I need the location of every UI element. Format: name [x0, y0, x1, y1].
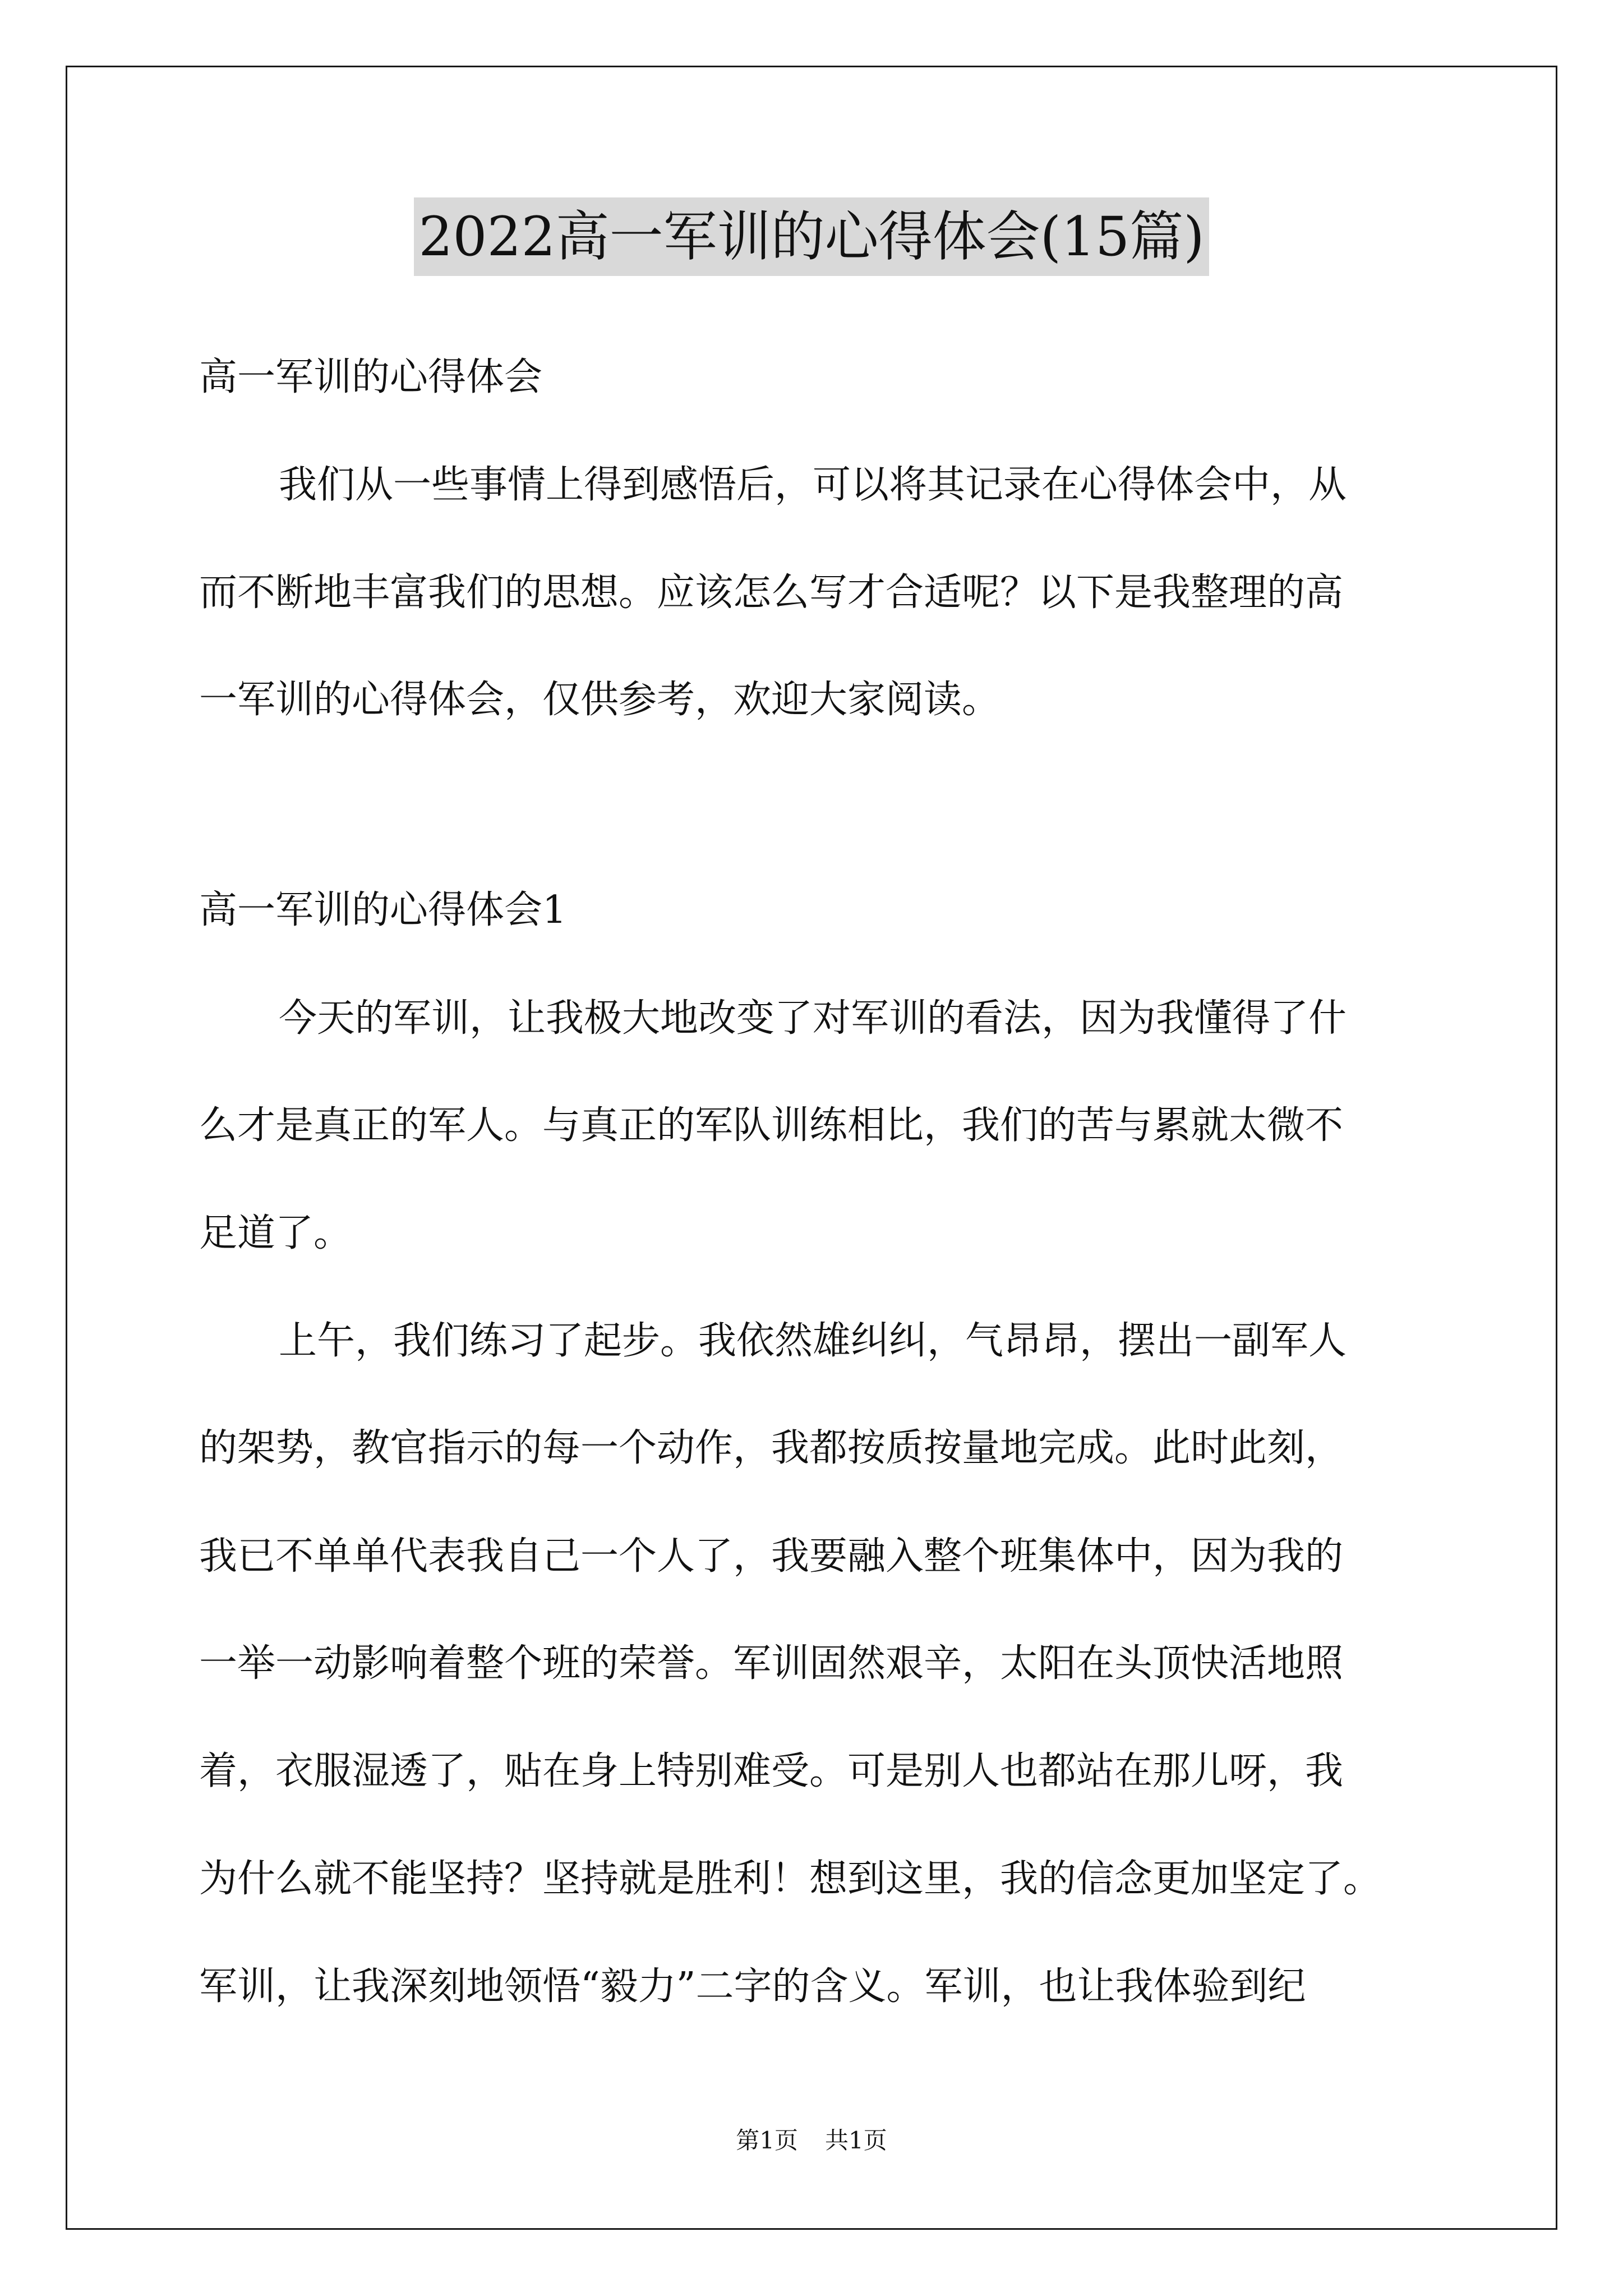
- paragraph-line: 今天的军训，让我极大地改变了对军训的看法，因为我懂得了什: [279, 996, 1347, 1041]
- section-heading: 高一军训的心得体会1: [199, 888, 567, 932]
- paragraph-line: 为什么就不能坚持？坚持就是胜利！想到这里，我的信念更加坚定了。: [199, 1857, 1382, 1901]
- page-total: 共1页: [825, 2127, 887, 2154]
- paragraph-line: 上午，我们练习了起步。我依然雄纠纠，气昂昂，摆出一副军人: [279, 1319, 1347, 1363]
- paragraph-line: 军训，让我深刻地领悟“毅力”二字的含义。军训，也让我体验到纪: [199, 1964, 1306, 2009]
- document-title: 2022高一军训的心得体会(15篇): [414, 197, 1209, 276]
- paragraph-line: 足道了。: [199, 1211, 352, 1255]
- paragraph-line: 着，衣服湿透了，贴在身上特别难受。可是别人也都站在那儿呀，我: [199, 1749, 1344, 1793]
- paragraph-line: 而不断地丰富我们的思想。应该怎么写才合适呢？以下是我整理的高: [199, 570, 1344, 615]
- page-footer: [0, 2124, 1623, 2157]
- paragraph-line: 一军训的心得体会，仅供参考，欢迎大家阅读。: [199, 678, 1000, 722]
- page-number: 第1页: [736, 2127, 798, 2154]
- title-container: [0, 197, 1623, 276]
- paragraph-line: 么才是真正的军人。与真正的军队训练相比，我们的苦与累就太微不: [199, 1103, 1344, 1148]
- paragraph-line: 我们从一些事情上得到感悟后，可以将其记录在心得体会中，从: [279, 463, 1347, 507]
- paragraph-line: 我已不单单代表我自己一个人了，我要融入整个班集体中，因为我的: [199, 1534, 1344, 1579]
- paragraph-line: 的架势，教官指示的每一个动作，我都按质按量地完成。此时此刻，: [199, 1426, 1344, 1470]
- section-heading: 高一军训的心得体会: [199, 355, 543, 399]
- paragraph-line: 一举一动影响着整个班的荣誉。军训固然艰辛，太阳在头顶快活地照: [199, 1641, 1344, 1686]
